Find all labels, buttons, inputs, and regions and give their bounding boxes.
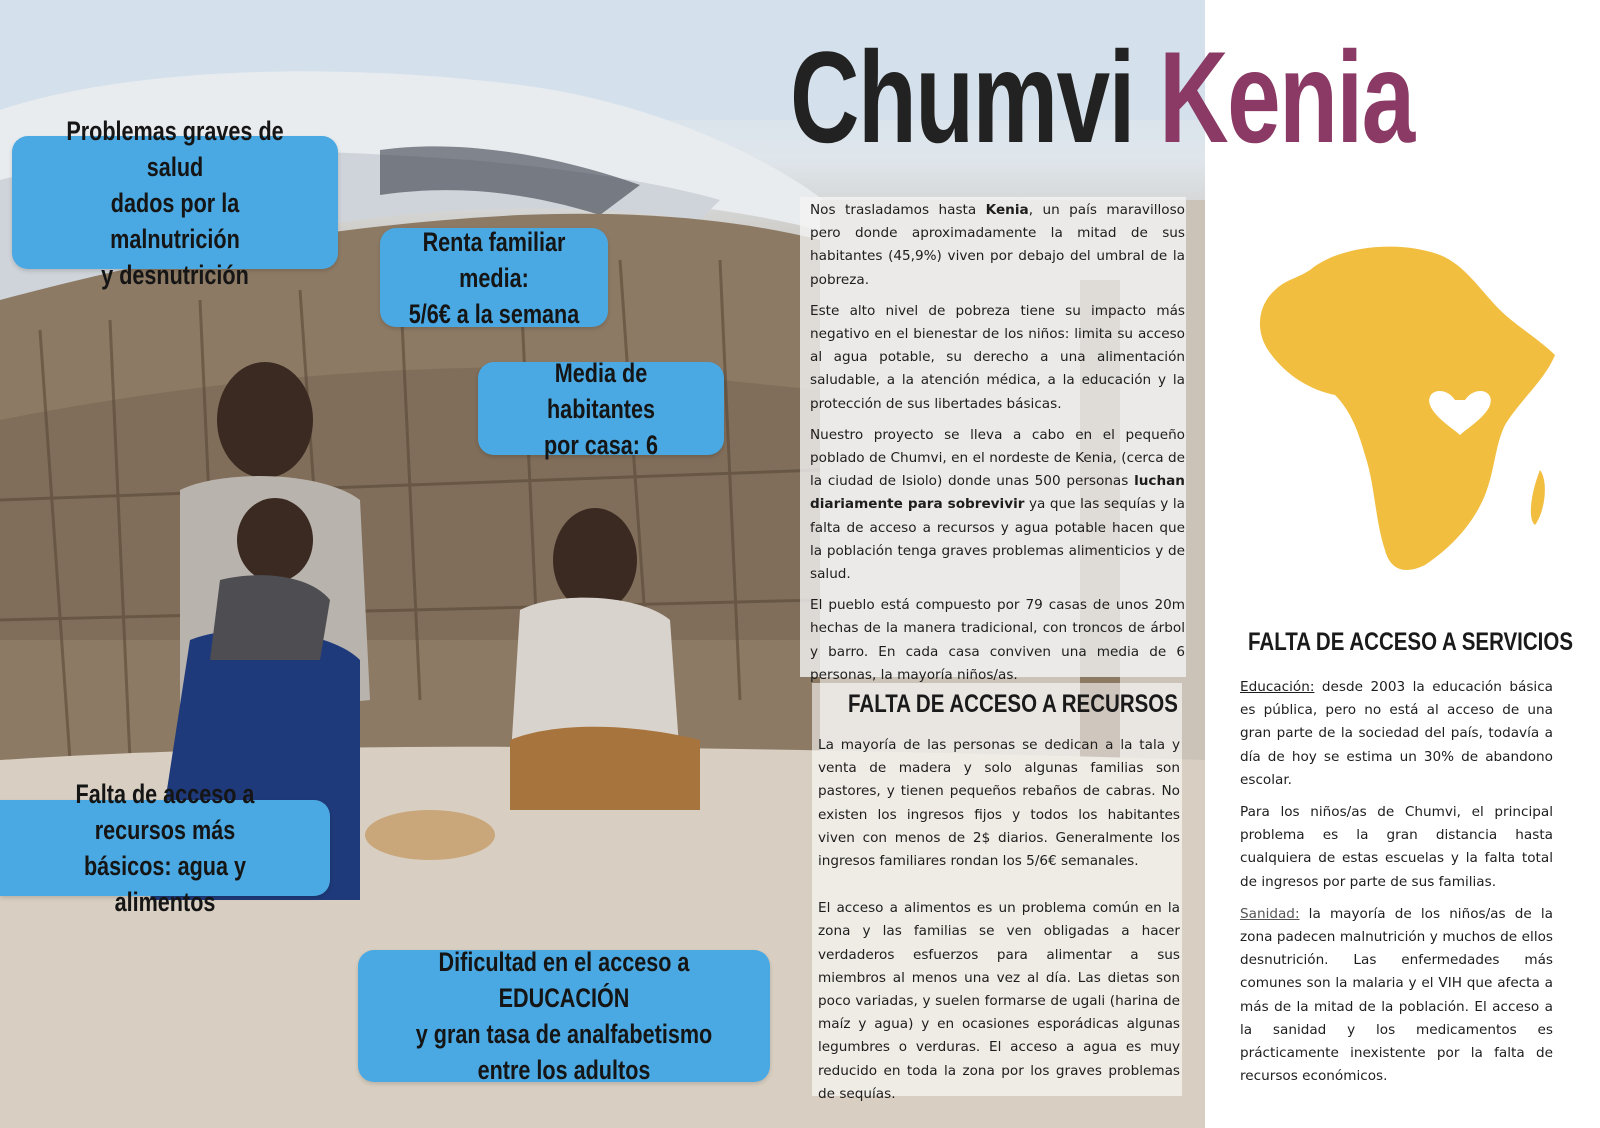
servicios-text [1240,676,1553,1097]
recursos-text [818,734,1180,1114]
callout-educacion: Dificultad en el acceso a EDUCACIÓN y gran tasa de analfabetismo entre los adultos [358,950,770,1082]
sanidad-label: Sanidad: [1240,905,1300,922]
africa-map-heart-icon [1250,230,1560,580]
intro-text [810,199,1185,695]
callout-renta: Renta familiar media: 5/6€ a la semana [380,228,608,327]
title-word-kenia: Kenia [1159,24,1414,170]
recursos-paragraph-1: La mayoría de las personas se dedican a la tala y venta de madera y solo algunas familias son pastores, y tienen pequeños rebaños de cabras. No existen los ingresos fijos y todos los habitantes viven con menos de 2$ diarios. Generalmente los ingresos familiares rondan los 5/6€ semanales. [818,737,1180,870]
callout-salud: Problemas graves de salud dados por la malnutrición y desnutrición [12,136,338,269]
sanidad-paragraph: Sanidad: la mayoría de los niños/as de la zona padecen malnutrición y muchos de ellos desnutrición. Las enfermedades más comunes son la malaria y el VIH que afecta a más de la mitad de la población. El acceso a la sanidad y los medicamentos es prácticamente inexistente por la falta de recursos económicos. [1240,905,1553,1085]
servicios-heading: FALTA DE ACCESO A SERVICIOS [1248,628,1574,656]
page-title [790,22,1414,172]
callout-recursos: Falta de acceso a recursos más básicos: agua y alimentos [0,800,330,896]
intro-paragraph-2: Este alto nivel de pobreza tiene su impacto más negativo en el bienestar de los niños: limita su acceso al agua potable, su derecho a una alimentación saludable, a la atención médica, a la educación y la protección de sus libertades básicas. [810,302,1185,412]
callout-habitantes: Media de habitantes por casa: 6 [478,362,724,455]
recursos-paragraph-2: El acceso a alimentos es un problema común en la zona y las familias se ven obligadas a hacer verdaderos esfuerzos para alimentar a sus miembros al menos una vez al día. Las dietas son poco variadas, y suelen formarse de ugali (harina de maíz y agua) y en ocasiones esporádicas algunas legumbres o verduras. El acceso a agua es muy reducido en toda la zona por los graves problemas de sequías. [818,900,1180,1102]
intro-paragraph-3: Nuestro proyecto se lleva a cabo en el pequeño poblado de Chumvi, en el nordeste de Kenia, (cerca de la ciudad de Isiolo) donde unas 500 personas luchan diariamente para sobrevivir ya que las sequías y la falta de acceso a recursos y agua potable hacen que la población tenga graves problemas alimenticios y de salud. [810,426,1185,583]
recursos-heading: FALTA DE ACCESO A RECURSOS [848,690,1178,718]
chumvi-paragraph: Para los niños/as de Chumvi, el principal problema es la gran distancia hasta cualquiera de estas escuelas y la falta total de ingresos por parte de sus familias. [1240,804,1553,890]
intro-paragraph-4: El pueblo está compuesto por 79 casas de unos 20m hechas de la manera tradicional, con troncos de árbol y barro. En cada casa conviven una media de 6 personas, la mayoría niños/as. [810,597,1185,683]
title-word-chumvi: Chumvi [790,24,1134,170]
educacion-paragraph: Educación: desde 2003 la educación básica es pública, pero no está al acceso de una gran parte de la sociedad del país, todavía a día de hoy se estima un 30% de abandono escolar. [1240,679,1553,788]
educacion-label: Educación: [1240,679,1315,695]
intro-paragraph-1: Nos trasladamos hasta Kenia, un país maravilloso pero donde aproximadamente la mitad de sus habitantes (45,9%) viven por debajo del umbral de la pobreza. [810,202,1185,288]
